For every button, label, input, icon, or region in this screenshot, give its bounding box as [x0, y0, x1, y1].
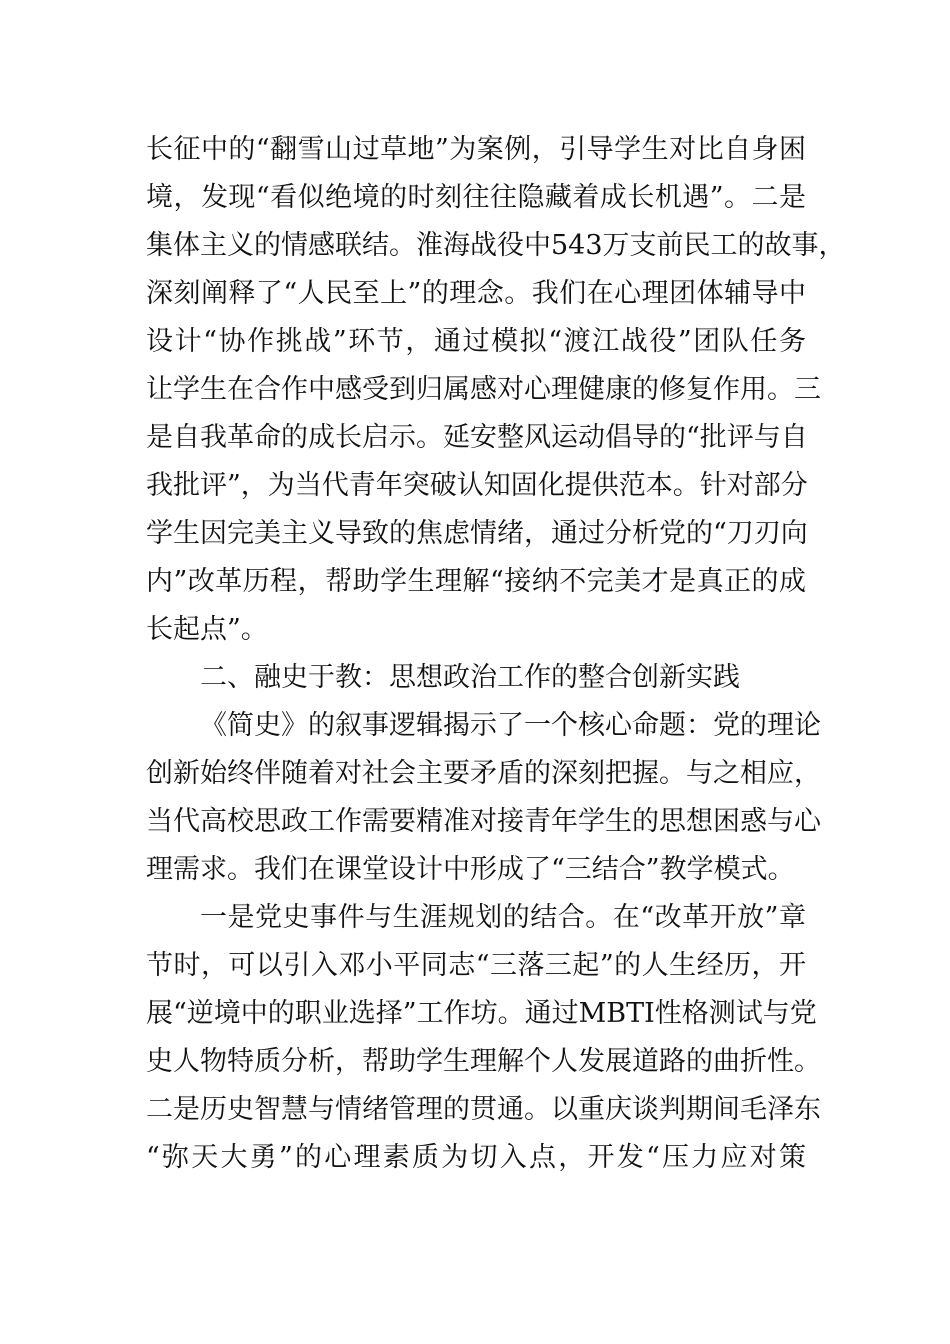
body-text-line: 我批评”，为当代青年突破认知固化提供范本。针对部分: [146, 470, 808, 501]
body-text-line: 长征中的“翻雪山过草地”为案例，引导学生对比自身困: [146, 134, 806, 165]
body-text-line: “弥天大勇”的心理素质为切入点，开发“压力应对策: [146, 1142, 806, 1173]
body-text-line: 深刻阐释了“人民至上”的理念。我们在心理团体辅导中: [146, 278, 806, 309]
body-text-line: 长起点”。: [146, 614, 268, 645]
body-text-line: 展“逆境中的职业选择”工作坊。通过MBTI性格测试与党: [146, 998, 817, 1029]
section-heading: 二、融史于教：思想政治工作的整合创新实践: [200, 662, 740, 693]
body-text-line: 创新始终伴随着对社会主要矛盾的深刻把握。与之相应，: [146, 758, 821, 789]
body-text-line: 是自我革命的成长启示。延安整风运动倡导的“批评与自: [146, 422, 808, 453]
body-text-line: 设计“协作挑战”环节，通过模拟“渡江战役”团队任务: [146, 326, 806, 357]
body-text-line: 一是党史事件与生涯规划的结合。在“改革开放”章: [200, 902, 806, 933]
body-text-line: 内”改革历程，帮助学生理解“接纳不完美才是真正的成: [146, 566, 806, 597]
body-text-line: 《简史》的叙事逻辑揭示了一个核心命题：党的理论: [200, 710, 821, 741]
body-text-line: 让学生在合作中感受到归属感对心理健康的修复作用。三: [146, 374, 821, 405]
body-text-line: 二是历史智慧与情绪管理的贯通。以重庆谈判期间毛泽东: [146, 1094, 821, 1125]
body-text-line: 境，发现“看似绝境的时刻往往隐藏着成长机遇”。二是: [146, 182, 806, 213]
body-text-line: 节时，可以引入邓小平同志“三落三起”的人生经历，开: [146, 950, 806, 981]
body-text-line: 理需求。我们在课堂设计中形成了“三结合”教学模式。: [146, 854, 795, 885]
body-text-line: 学生因完美主义导致的焦虑情绪，通过分析党的“刀刃向: [146, 518, 808, 549]
body-text-line: 集体主义的情感联结。淮海战役中543万支前民工的故事，: [146, 230, 846, 261]
body-text-line: 史人物特质分析，帮助学生理解个人发展道路的曲折性。: [146, 1046, 821, 1077]
body-text-line: 当代高校思政工作需要精准对接青年学生的思想困惑与心: [146, 806, 821, 837]
